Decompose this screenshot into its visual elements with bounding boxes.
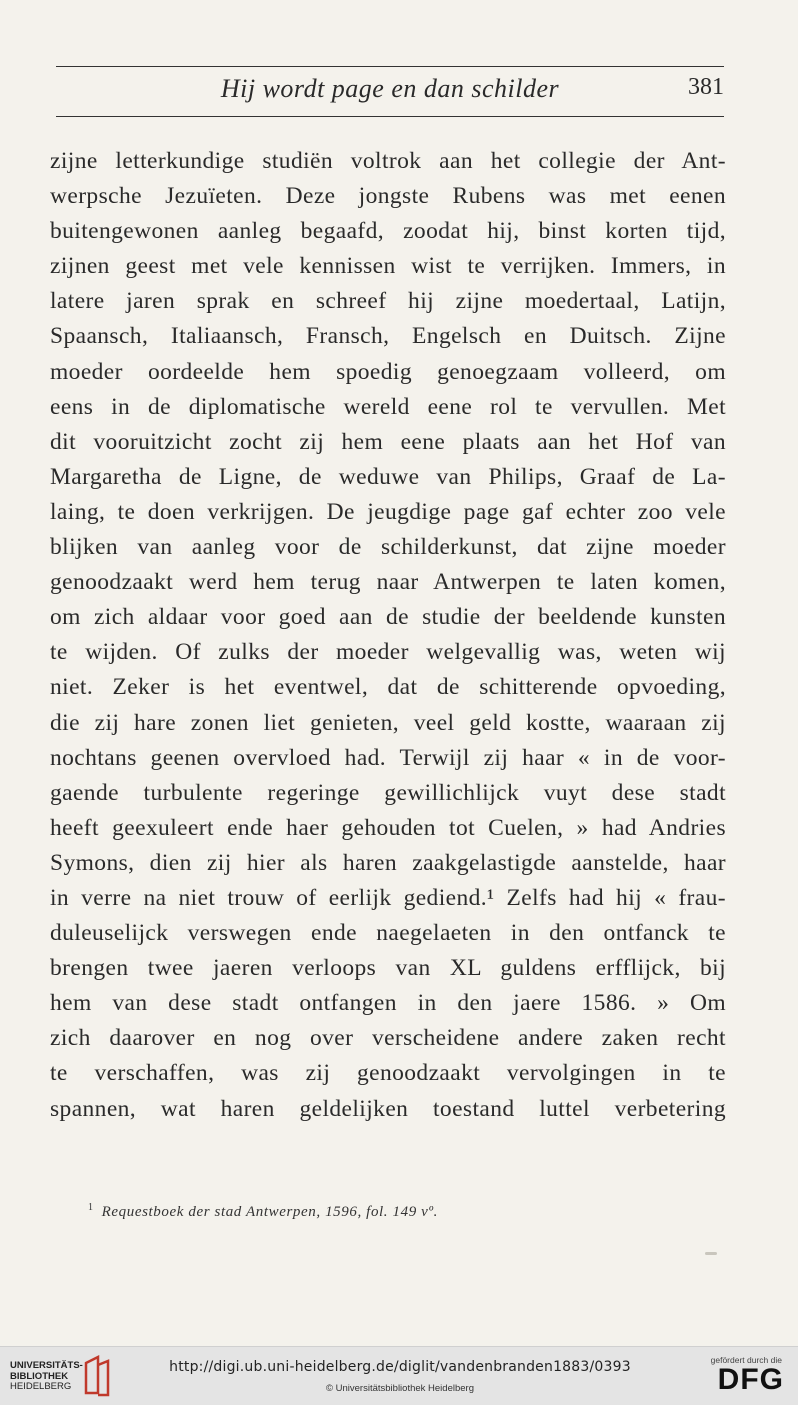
- text-line: te wijden. Of zulks der moeder welgevallig was, weten wij: [50, 639, 726, 666]
- text-line: nochtans geenen overvloed had. Terwijl zij haar « in de voor-: [50, 744, 726, 771]
- header-top-rule: [56, 66, 724, 67]
- text-line: spannen, wat haren geldelijken toestand luttel verbetering: [50, 1095, 726, 1122]
- text-line: die zij hare zonen liet genieten, veel geld kostte, waaraan zij: [50, 709, 726, 736]
- footnote-text: Requestboek der stad Antwerpen, 1596, fol. 149 vº.: [101, 1204, 439, 1220]
- text-line: gaende turbulente regeringe gewillichlijck vuyt dese stadt: [50, 779, 726, 806]
- text-line: hem van dese stadt ontfangen in den jaere 1586. » Om: [50, 990, 726, 1017]
- funding-label: gefördert durch die: [710, 1355, 782, 1365]
- permalink-url[interactable]: http://digi.ub.uni-heidelberg.de/diglit/vandenbranden1883/0393: [169, 1359, 631, 1375]
- text-line: dit vooruitzicht zocht zij hem eene plaats aan het Hof van: [50, 428, 726, 455]
- library-name-line2: BIBLIOTHEK: [10, 1370, 69, 1382]
- page-number: 381: [688, 74, 724, 100]
- text-line: Spaansch, Italiaansch, Fransch, Engelsch en Duitsch. Zijne: [50, 323, 726, 350]
- library-name-line3: HEIDELBERG: [10, 1381, 72, 1392]
- dfg-logo[interactable]: DFG: [717, 1363, 784, 1396]
- footnote-marker: 1: [88, 1202, 94, 1213]
- header-bottom-rule: [56, 116, 724, 117]
- copyright-notice: © Universitätsbibliothek Heidelberg: [326, 1383, 474, 1394]
- text-line: in verre na niet trouw of eerlijk gediend.¹ Zelfs had hij « frau-: [50, 884, 726, 911]
- text-line: eens in de diplomatische wereld eene rol te vervullen. Met: [50, 393, 726, 420]
- running-head: [56, 74, 724, 108]
- text-line: Symons, dien zij hier als haren zaakgelastigde aanstelde, haar: [50, 849, 726, 876]
- text-line: genoodzaakt werd hem terug naar Antwerpen te laten komen,: [50, 569, 726, 596]
- text-line: brengen twee jaeren verloops van XL guldens erfflijck, bij: [50, 955, 726, 982]
- running-title: Hij wordt page en dan schilder: [220, 74, 560, 103]
- text-line: om zich aldaar voor goed aan de studie der beeldende kunsten: [50, 604, 726, 631]
- text-line: zich daarover en nog over verscheidene andere zaken recht: [50, 1025, 726, 1052]
- footer-bar: [0, 1346, 798, 1405]
- text-line: moeder oordeelde hem spoedig genoegzaam volleerd, om: [50, 358, 726, 385]
- text-line: blijken van aanleg voor de schilderkunst, dat zijne moeder: [50, 534, 726, 561]
- text-line: laing, te doen verkrijgen. De jeugdige page gaf echter zoo vele: [50, 498, 726, 525]
- text-line: niet. Zeker is het eventwel, dat de schitterende opvoeding,: [50, 674, 726, 701]
- text-line: latere jaren sprak en schreef hij zijne moedertaal, Latijn,: [50, 288, 726, 315]
- paper-speck: [705, 1252, 717, 1255]
- text-line: zijne letterkundige studiën voltrok aan het collegie der Ant-: [50, 148, 726, 174]
- text-line: heeft geexuleert ende haer gehouden tot Cuelen, » had Andries: [50, 814, 726, 841]
- text-line: buitengewonen aanleg begaafd, zoodat hij, binst korten tijd,: [50, 218, 726, 245]
- library-logo-icon[interactable]: [82, 1355, 112, 1397]
- library-name[interactable]: [10, 1361, 83, 1393]
- text-line: zijnen geest met vele kennissen wist te verrijken. Immers, in: [50, 253, 726, 280]
- text-line: te verschaffen, was zij genoodzaakt vervolgingen in te: [50, 1060, 726, 1087]
- body-text: [50, 144, 726, 1127]
- footnote: [88, 1202, 708, 1221]
- text-line: Margaretha de Ligne, de weduwe van Philips, Graaf de La-: [50, 463, 726, 490]
- text-line: duleuselijck verswegen ende naegelaeten in den ontfanck te: [50, 920, 726, 947]
- text-line: werpsche Jezuïeten. Deze jongste Rubens was met eenen: [50, 183, 726, 210]
- library-name-line1: UNIVERSITÄTS-: [10, 1360, 83, 1371]
